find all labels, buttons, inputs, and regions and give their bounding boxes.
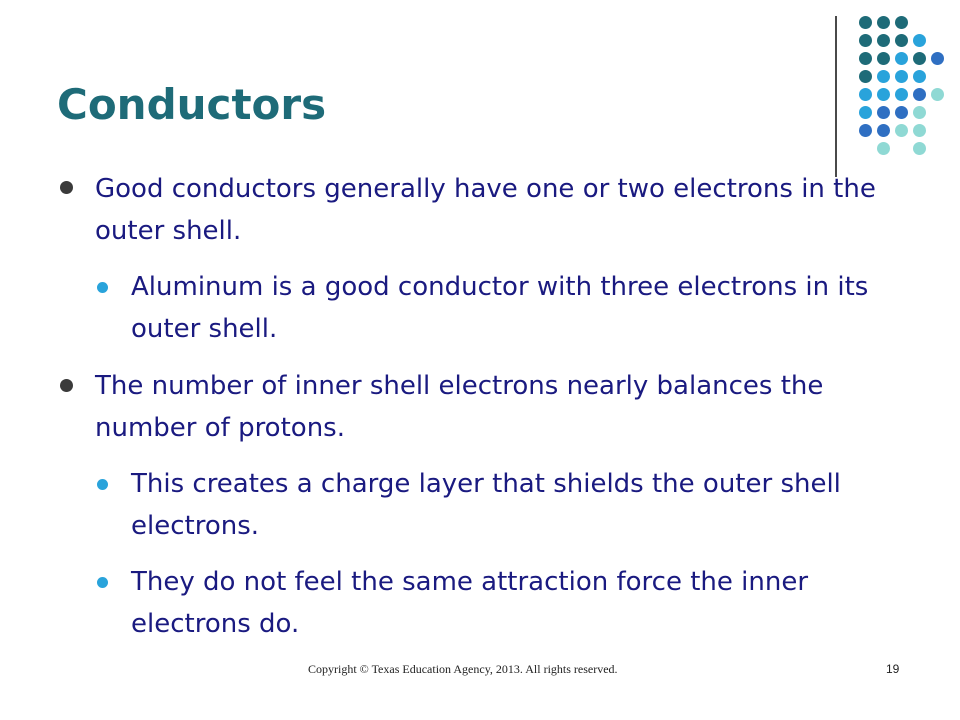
- decorative-dot-icon: [859, 124, 872, 137]
- bullet-marker-icon: [60, 181, 73, 194]
- decorative-dot-icon: [913, 142, 926, 155]
- decorative-dot-icon: [877, 52, 890, 65]
- decorative-dot-icon: [859, 88, 872, 101]
- page-number: 19: [886, 662, 900, 676]
- decorative-dot-icon: [913, 106, 926, 119]
- vertical-divider: [835, 16, 837, 177]
- decorative-dot-icon: [895, 70, 908, 83]
- decorative-dot-icon: [895, 88, 908, 101]
- decorative-dot-icon: [913, 52, 926, 65]
- decorative-dot-icon: [895, 34, 908, 47]
- sub-bullet-marker-icon: [97, 479, 108, 490]
- bullet-item-2: The number of inner shell electrons nearly balances the number of protons.: [95, 371, 824, 443]
- decorative-dot-icon: [859, 16, 872, 29]
- decorative-dot-icon: [895, 124, 908, 137]
- copyright-footer: Copyright © Texas Education Agency, 2013. All rights reserved.: [308, 662, 618, 676]
- decorative-dot-icon: [931, 88, 944, 101]
- sub-bullet-marker-icon: [97, 282, 108, 293]
- decorative-dot-icon: [877, 124, 890, 137]
- decorative-dot-icon: [859, 70, 872, 83]
- decorative-dot-icon: [859, 34, 872, 47]
- sub-bullet-item-1: Aluminum is a good conductor with three electrons in its outer shell.: [131, 272, 869, 344]
- decorative-dot-icon: [913, 88, 926, 101]
- decorative-dot-icon: [895, 106, 908, 119]
- bullet-item-1: Good conductors generally have one or two electrons in the outer shell.: [95, 174, 876, 246]
- decorative-dot-icon: [877, 88, 890, 101]
- decorative-dot-icon: [859, 52, 872, 65]
- decorative-dot-icon: [895, 52, 908, 65]
- decorative-dot-icon: [913, 70, 926, 83]
- decorative-dot-icon: [877, 106, 890, 119]
- decorative-dot-icon: [859, 106, 872, 119]
- decorative-dot-icon: [877, 70, 890, 83]
- decorative-dot-icon: [877, 16, 890, 29]
- sub-bullet-marker-icon: [97, 577, 108, 588]
- decorative-dot-icon: [877, 142, 890, 155]
- decorative-dot-icon: [913, 34, 926, 47]
- sub-bullet-item-2: This creates a charge layer that shields the outer shell electrons.: [131, 469, 841, 541]
- bullet-marker-icon: [60, 379, 73, 392]
- decorative-dot-icon: [895, 16, 908, 29]
- sub-bullet-item-3: They do not feel the same attraction force the inner electrons do.: [131, 567, 809, 639]
- decorative-dot-icon: [877, 34, 890, 47]
- decorative-dot-icon: [931, 52, 944, 65]
- decorative-dot-icon: [913, 124, 926, 137]
- slide-title: Conductors: [57, 80, 327, 129]
